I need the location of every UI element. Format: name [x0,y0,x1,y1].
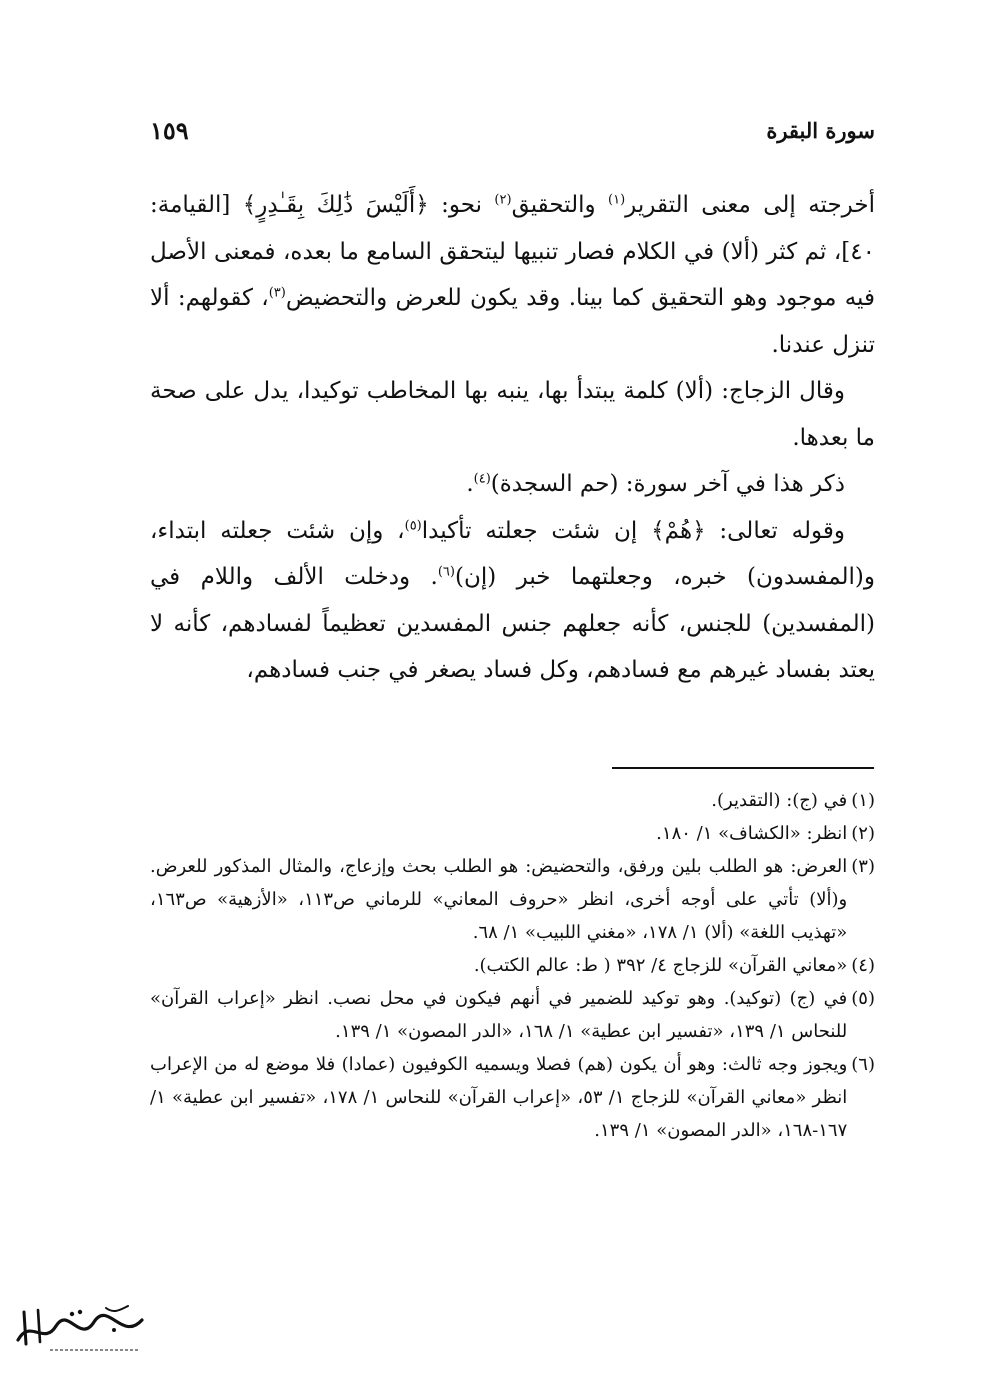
footnote-1 [150,784,875,817]
paragraph-3-part-a: ذكر هذا في آخر سورة: (حم السجدة) [490,471,845,497]
paragraph-1-part-a: أخرجته إلى معنى التقرير [625,192,875,218]
footnote-5 [150,982,875,1048]
footnote-ref-1: (١) [608,192,626,208]
paragraph-1-part-c: نحو: ﴿أَلَيْسَ ذَٰلِكَ بِقَـٰدِرٍ﴾ [القيامة: ٤٠]، ثم كثر (ألا) في الكلام فصار تنبيها ليتحقق السامع ما بعده، فمعنى الأصل فيه موجود وهو التحقيق كما بينا. وقد يكون للعرض والتحضيض [150,192,875,311]
footnote-text: العرض: هو الطلب بلين ورفق، والتحضيض: هو الطلب بحث وإزعاج، والمثال المذكور للعرض. و(ألا) تأتي على أوجه أخرى، انظر «حروف المعاني» للرماني ص١١٣، «الأزهية» ص١٦٣، «تهذيب اللغة» (ألا) ١/ ١٧٨، «مغني اللبيب» ١/ ٦٨. [150,856,848,943]
footnote-text: انظر: «الكشاف» ١/ ١٨٠. [656,823,848,844]
paragraph-3 [150,461,875,508]
footnote-text: في (ج): (التقدير). [711,790,848,811]
footnote-3 [150,850,875,949]
paragraph-4 [150,508,875,694]
main-text [150,182,875,694]
running-title: سورة البقرة [766,117,875,143]
footnote-number: (٢) [851,823,875,844]
footnote-ref-5: (٥) [404,517,422,533]
page-number: ١٥٩ [150,115,189,145]
footnote-ref-2: (٢) [494,192,512,208]
footnote-4 [150,949,875,982]
calligraphy-logo-icon [10,1300,152,1362]
publisher-logo [10,1300,152,1362]
paragraph-1-part-b: والتحقيق [511,192,609,218]
paragraph-3-part-b: . [466,471,474,497]
footnote-separator [612,767,874,769]
footnotes [150,784,875,1147]
paragraph-4-part-b: ، وإن شئت جعلته ابتداء، و(المفسدون) خبره، وجعلتهما خبر (إن) [150,517,876,590]
page-header [150,110,875,150]
footnote-text: ويجوز وجه ثالث: وهو أن يكون (هم) فصلا ويسميه الكوفيون (عمادا) فلا موضع له من الإعراب انظر «معاني القرآن» للزجاج ١/ ٥٣، «إعراب القرآن» للنحاس ١/ ١٧٨، «تفسير ابن عطية» ١/ ١٦٧-١٦٨، «الدر المصون» ١/ ١٣٩. [150,1054,848,1141]
paragraph-1 [150,182,875,368]
paragraph-2: وقال الزجاج: (ألا) كلمة يبتدأ بها، ينبه بها المخاطب توكيدا، يدل على صحة ما بعدها. [150,378,875,451]
footnote-text: «معاني القرآن» للزجاج ٤/ ٣٩٢ ( ط: عالم الكتب). [473,955,848,976]
paragraph-4-part-a: وقوله تعالى: ﴿هُمْ﴾ إن شئت جعلته تأكيدا [421,517,845,544]
footnote-number: (٤) [851,955,875,976]
paragraph-4-part-c: . ودخلت الألف واللام في (المفسدين) للجنس، كأنه جعلهم جنس المفسدين تعظيماً لفسادهم، كأنه لا يعتد بفساد غيرهم مع فسادهم، وكل فساد يصغر في جنب فسادهم، [150,564,875,683]
paragraph-1-part-d: ، كقولهم: ألا تنزل عندنا. [150,285,875,358]
footnote-ref-4: (٤) [473,471,491,487]
footnote-number: (١) [851,790,875,811]
footnote-number: (٦) [851,1054,875,1075]
footnote-number: (٥) [851,988,875,1009]
footnote-ref-3: (٣) [268,285,286,301]
footnote-text: في (ج) (توكيد). وهو توكيد للضمير في أنهم فيكون في محل نصب. انظر «إعراب القرآن» للنحاس ١/ ١٣٩، «تفسير ابن عطية» ١/ ١٦٨، «الدر المصون» ١/ ١٣٩. [150,988,848,1042]
footnote-2 [150,817,875,850]
footnote-6 [150,1048,875,1147]
footnote-number: (٣) [851,856,875,877]
footnote-ref-6: (٦) [437,564,455,580]
